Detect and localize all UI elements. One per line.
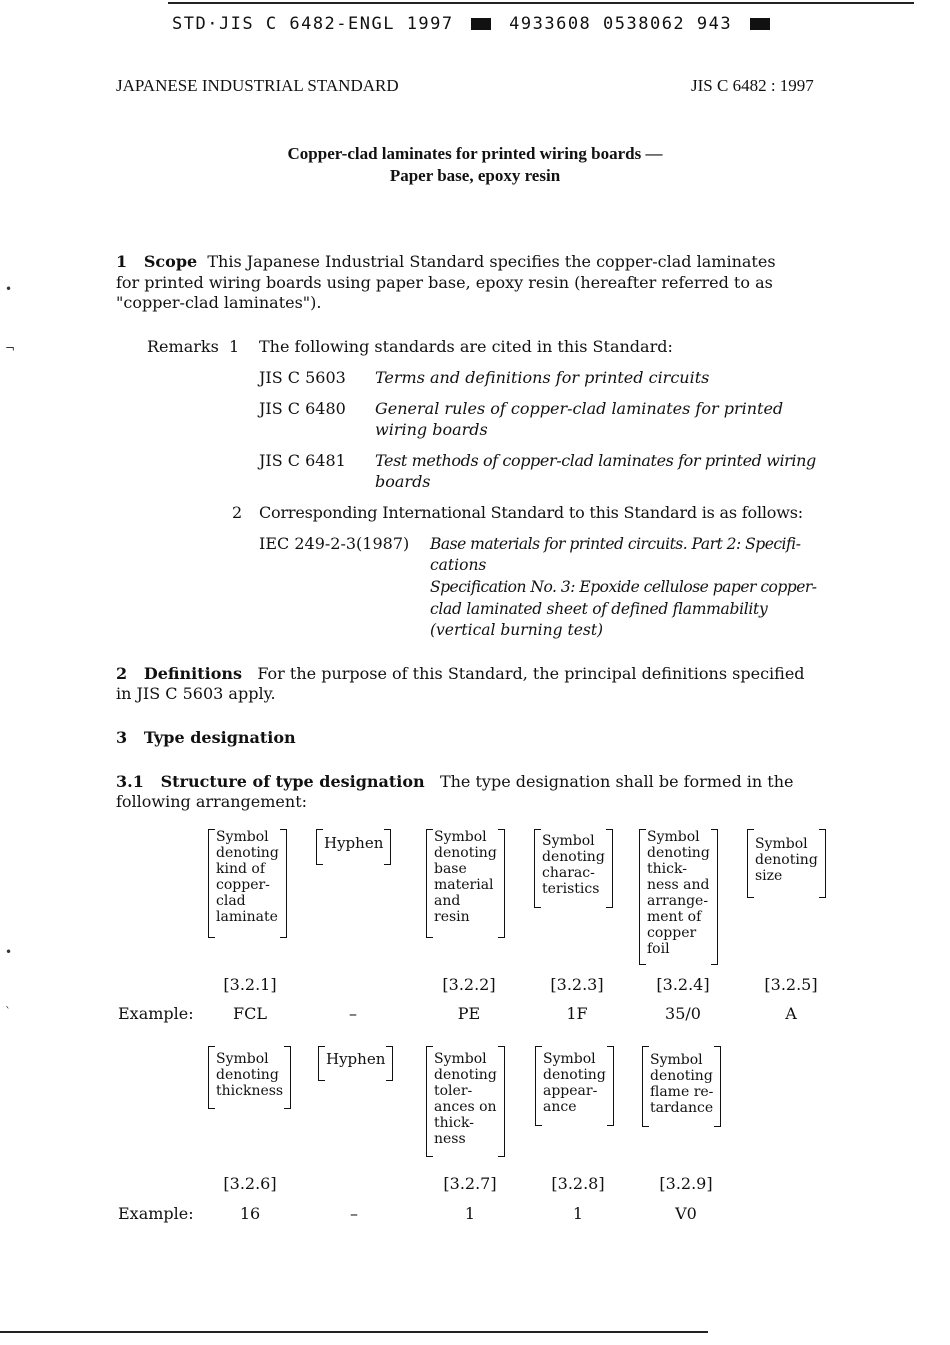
standard-header: JAPANESE INDUSTRIAL STANDARD [116, 76, 399, 95]
box-line: Hyphen [326, 1050, 386, 1068]
clause-ref: [3.2.6] [223, 1174, 277, 1193]
scope-text-line: "copper-clad laminates"). [116, 293, 322, 312]
box-line: tardance [650, 1100, 714, 1116]
example-value: A [785, 1004, 797, 1023]
margin-dot: ` [5, 1005, 11, 1019]
box-line: copper [647, 925, 697, 941]
box-line: charac- [542, 865, 595, 881]
iec-code: IEC 249-2-3(1987) [259, 534, 410, 553]
example-value: 35/0 [665, 1004, 701, 1023]
box-line: denoting [434, 1067, 497, 1083]
clause-ref: [3.2.8] [551, 1174, 605, 1193]
box-line: copper- [216, 877, 270, 893]
symbol-box-copper-foil [639, 829, 718, 965]
remark-text: The following standards are cited in this Standard: [259, 337, 673, 356]
remarks-label-text: Remarks [147, 337, 219, 356]
type-designation-heading [116, 728, 296, 749]
hyphen-box [318, 1046, 393, 1081]
clause-ref: [3.2.5] [764, 975, 818, 994]
remark-number: 2 [232, 503, 243, 522]
box-line: clad [216, 893, 246, 909]
box-line: Symbol [650, 1052, 703, 1068]
example-value: – [349, 1004, 357, 1023]
box-line: and [434, 893, 461, 909]
iec-title: clad laminated sheet of defined flammability [430, 600, 768, 618]
std-title: General rules of copper-clad laminates for printed [375, 399, 784, 418]
example-value: 16 [239, 1204, 261, 1223]
remark-text: Corresponding International Standard to this Standard is as follows: [259, 503, 803, 522]
std-title: Terms and definitions for printed circuits [375, 368, 710, 387]
symbol-box-thickness [208, 1046, 291, 1109]
box-line: resin [434, 909, 470, 925]
box-line: denoting [542, 849, 605, 865]
symbol-box-kind [208, 829, 287, 938]
structure-text: The type designation shall be formed in the [439, 772, 794, 791]
scope-text-line: This Japanese Industrial Standard specifies the copper-clad laminates [207, 252, 776, 271]
example-label: Example: [118, 1204, 194, 1223]
box-line: laminate [216, 909, 278, 925]
box-line: appear- [543, 1083, 598, 1099]
scope-section [116, 252, 836, 314]
iec-title: Base materials for printed circuits. Part 2: Specifi- [430, 535, 801, 553]
box-line: denoting [216, 845, 279, 861]
box-line: denoting [755, 852, 818, 868]
iec-title: Specification No. 3: Epoxide cellulose paper copper- [430, 578, 817, 596]
scope-heading: Scope [143, 252, 198, 271]
document-code-mid: 4933608 0538062 943 [509, 14, 733, 34]
page-title: Copper-clad laminates for printed wiring boards — [287, 144, 663, 163]
clause-ref: [3.2.7] [443, 1174, 497, 1193]
subsection-number: 3.1 [116, 772, 144, 791]
example-value: FCL [233, 1004, 267, 1023]
clause-ref: [3.2.1] [223, 975, 277, 994]
example-value: 1 [572, 1204, 584, 1223]
box-line: denoting [543, 1067, 606, 1083]
box-line: kind of [216, 861, 265, 877]
clause-ref: [3.2.3] [550, 975, 604, 994]
definitions-section [116, 664, 805, 685]
box-line: Symbol [543, 1051, 596, 1067]
definitions-text: in JIS C 5603 apply. [116, 684, 276, 703]
box-line: arrange- [647, 893, 709, 909]
symbol-box-characteristics [534, 829, 613, 908]
barcode-block-icon [471, 18, 491, 30]
structure-text: following arrangement: [116, 792, 308, 811]
example-value: 1F [566, 1004, 588, 1023]
document-code-left: STD·JIS C 6482-ENGL 1997 [172, 14, 454, 34]
scope-number: 1 [116, 252, 128, 271]
box-line: denoting [216, 1067, 279, 1083]
bottom-rule [0, 1331, 708, 1333]
box-line: size [755, 868, 783, 884]
box-line: toler- [434, 1083, 473, 1099]
iec-title: cations [430, 556, 487, 574]
box-line: thickness [216, 1083, 284, 1099]
box-line: Symbol [216, 829, 269, 845]
box-line: ment of [647, 909, 702, 925]
document-code-line [172, 14, 776, 34]
definitions-number: 2 [116, 664, 128, 683]
example-value: – [350, 1204, 358, 1223]
scope-text-line: for printed wiring boards using paper base, epoxy resin (hereafter referred to as [116, 272, 773, 292]
remarks-label [147, 337, 239, 358]
box-line: ness and [647, 877, 710, 893]
structure-section [116, 772, 794, 793]
margin-dot: • [5, 282, 13, 296]
std-code: JIS C 6480 [259, 399, 346, 418]
clause-ref: [3.2.9] [659, 1174, 713, 1193]
example-value: PE [457, 1004, 481, 1023]
symbol-box-appearance [535, 1046, 614, 1126]
standard-number: JIS C 6482 : 1997 [691, 76, 814, 95]
iec-title: (vertical burning test) [430, 621, 604, 639]
symbol-box-size [747, 829, 826, 898]
box-line: denoting [434, 845, 497, 861]
example-value: 1 [464, 1204, 476, 1223]
std-code: JIS C 6481 [259, 451, 346, 470]
top-rule [168, 2, 914, 4]
box-line: material [434, 877, 494, 893]
box-line: flame re- [650, 1084, 714, 1100]
box-line: foil [647, 941, 670, 957]
margin-tick: ¬ [5, 341, 16, 355]
box-line: ness [434, 1131, 466, 1147]
box-line: thick- [647, 861, 687, 877]
remark-number: 1 [228, 337, 240, 356]
barcode-block-icon [750, 18, 770, 30]
box-line: teristics [542, 881, 600, 897]
std-code: JIS C 5603 [259, 368, 346, 387]
box-line: Symbol [434, 829, 487, 845]
section-title: Type designation [143, 728, 296, 747]
box-line: Symbol [216, 1051, 269, 1067]
hyphen-box [316, 829, 391, 865]
page-subtitle: Paper base, epoxy resin [389, 166, 561, 185]
std-title: wiring boards [375, 420, 488, 439]
clause-ref: [3.2.4] [656, 975, 710, 994]
box-line: base [434, 861, 467, 877]
box-line: ances on [434, 1099, 497, 1115]
box-line: Hyphen [324, 834, 384, 852]
definitions-heading: Definitions [143, 664, 243, 683]
example-value: V0 [675, 1204, 697, 1223]
std-title: Test methods of copper-clad laminates for printed wiring [375, 451, 816, 470]
symbol-box-flame-retardance [642, 1046, 721, 1127]
section-number: 3 [116, 728, 128, 747]
box-line: Symbol [755, 836, 808, 852]
clause-ref: [3.2.2] [442, 975, 496, 994]
box-line: thick- [434, 1115, 474, 1131]
subsection-heading: Structure of type designation [160, 772, 425, 791]
margin-dot: • [5, 945, 13, 959]
box-line: ance [543, 1099, 577, 1115]
symbol-box-tolerances [426, 1046, 505, 1157]
box-line: denoting [647, 845, 710, 861]
example-label: Example: [118, 1004, 194, 1023]
std-title: boards [375, 472, 431, 491]
box-line: Symbol [542, 833, 595, 849]
box-line: Symbol [647, 829, 700, 845]
box-line: Symbol [434, 1051, 487, 1067]
box-line: denoting [650, 1068, 713, 1084]
symbol-box-base-material [426, 829, 505, 938]
definitions-text: For the purpose of this Standard, the principal definitions specified [257, 664, 805, 683]
